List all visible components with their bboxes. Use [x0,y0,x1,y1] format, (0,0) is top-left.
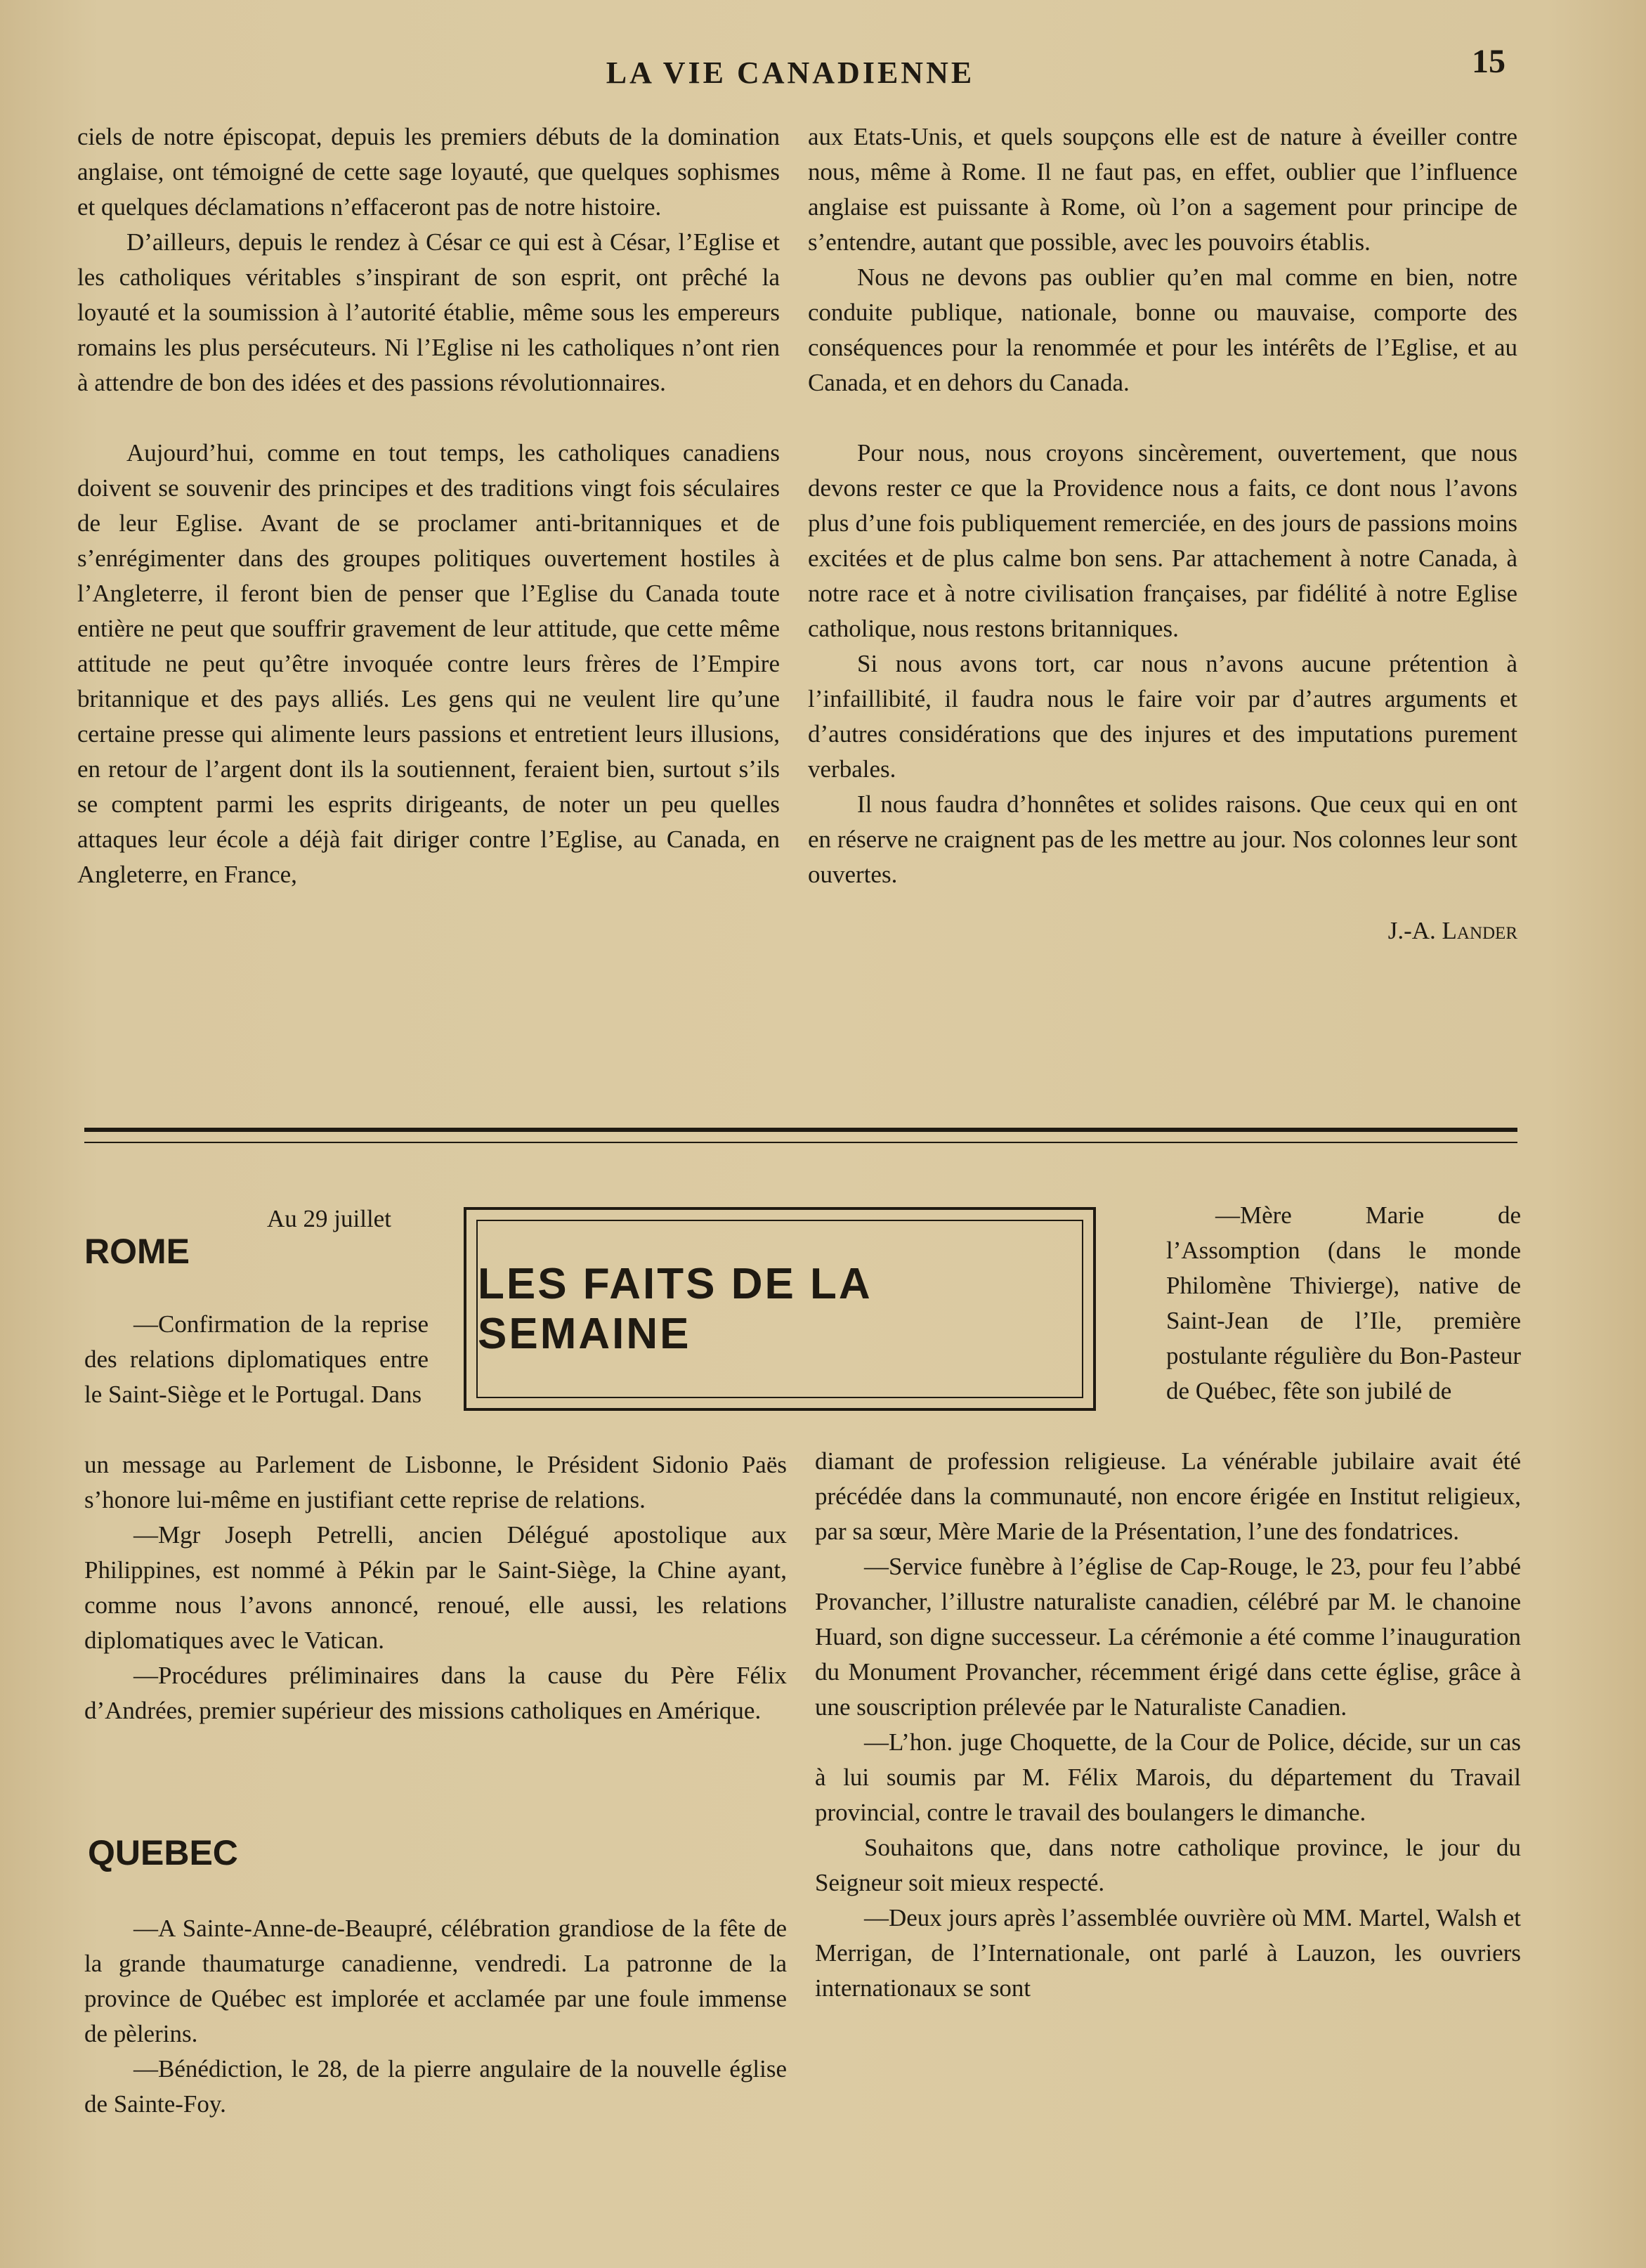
section-divider-thin [84,1142,1517,1143]
quebec-news [84,1911,787,2122]
paragraph: —Confirmation de la reprise des relations diplomatiques entre le Saint-Siège et le Portugal. Dans [84,1310,429,1408]
paragraph: —Bénédiction, le 28, de la pierre angulaire de la nouvelle église de Sainte-Foy. [84,2055,787,2118]
paragraph: —A Sainte-Anne-de-Beaupré, célébration grandiose de la fête de la grande thaumaturge canadienne, vendredi. La patronne de la province de Québec est implorée et acclamée par une foule immense de pèlerins. [84,1915,787,2047]
author-signature: J.-A. Lander [1387,917,1517,944]
masthead: LA VIE CANADIENNE [606,56,975,90]
paragraph: —Procédures préliminaires dans la cause du Père Félix d’Andrées, premier supérieur des missions catholiques en Amérique. [84,1662,787,1724]
paragraph: diamant de profession religieuse. La vénérable jubilaire avait été précédée dans la communauté, non encore érigée en Institut religieux, par sa sœur, Mère Marie de la Présentation, l’une des fondatrices. [815,1447,1521,1545]
paragraph: aux Etats-Unis, et quels soupçons elle est de nature à éveiller contre nous, même à Rome. Il ne faut pas, en effet, oublier que l’influence anglaise est puissante à Rome, où l’on a sagement pour principe de s’entendre, autant que possible, avec les pouvoirs établis. [808,123,1517,256]
rome-narrow-text [84,1307,429,1412]
paragraph: D’ailleurs, depuis le rendez à César ce qui est à César, l’Eglise et les catholiques véritables s’inspirant de son esprit, ont prêché la loyauté et la soumission à l’autorité établie, même sous les empereurs romains les plus persécuteurs. Ni l’Eglise ni les catholiques n’ont rien à attendre de bon des idées et des passions révolutionnaires. [77,228,780,396]
paragraph: un message au Parlement de Lisbonne, le Président Sidonio Paës s’honore lui-même en justifiant cette reprise de relations. [84,1451,787,1513]
paragraph: Souhaitons que, dans notre catholique province, le jour du Seigneur soit mieux respecté. [815,1834,1521,1896]
article-column-left [77,119,780,892]
section-title-box [464,1207,1096,1411]
paragraph: Si nous avons tort, car nous n’avons aucune prétention à l’infaillibité, il faudra nous le faire voir par d’autres arguments et d’autres considérations que des injures et des imputations purement verbales. [808,650,1517,783]
paragraph: —Service funèbre à l’église de Cap-Rouge, le 23, pour feu l’abbé Provancher, l’illustre naturaliste canadien, célébré par M. le chanoine Huard, son digne successeur. La cérémonie a été comme l’inauguration du Monument Provancher, récemment érigé dans cette église, grâce à une souscription prélevée par le Naturaliste Canadien. [815,1553,1521,1721]
heading-rome: ROME [84,1232,190,1271]
dateline: Au 29 juillet [267,1205,391,1232]
paragraph: Aujourd’hui, comme en tout temps, les catholiques canadiens doivent se souvenir des principes et des traditions vingt fois séculaires de leur Eglise. Avant de se proclamer anti-britanniques et de s’enrégimenter dans des groupes politiques ouvertement hostiles à l’Angleterre, il feront bien de penser que l’Eglise du Canada toute entière ne peut que souffrir gravement de leur attitude, que cette même attitude ne peut qu’être invoquée contre leurs frères de l’Empire britannique et des pays alliés. Les gens qui ne veulent lire qu’une certaine presse qui alimente leurs passions et entretient leurs illusions, en retour de l’argent dont ils la soutiennent, feraient bien, surtout s’ils se comptent parmi les esprits dirigeants, de noter un peu quelles attaques leur école a déjà fait diriger contre l’Eglise, au Canada, en Angleterre, en France, [77,439,780,888]
paragraph: ciels de notre épiscopat, depuis les premiers débuts de la domination anglaise, ont témoigné de cette sage loyauté, que quelques sophismes et quelques déclamations n’effaceront pas de notre histoire. [77,123,780,221]
paragraph: —Mère Marie de l’Assomption (dans le monde Philomène Thivierge), native de Saint-Jean de l’Ile, première postulante régulière du Bon-Pasteur de Québec, fête son jubilé de [1166,1201,1521,1405]
section-divider [84,1128,1517,1132]
section-title: LES FAITS DE LA SEMAINE [476,1220,1083,1398]
paragraph: Il nous faudra d’honnêtes et solides raisons. Que ceux qui en ont en réserve ne craignent pas de les mettre au jour. Nos colonnes leur sont ouvertes. [808,790,1517,888]
paragraph: —Mgr Joseph Petrelli, ancien Délégué apostolique aux Philippines, est nommé à Pékin par le Saint-Siège, la Chine ayant, comme nous l’avons annoncé, renoué, elle aussi, les relations diplomatiques avec le Vatican. [84,1521,787,1654]
rome-news [84,1447,787,1728]
right-news [815,1444,1521,2006]
article-column-right [808,119,1517,949]
page-number: 15 [1472,43,1505,80]
right-narrow-text [1166,1198,1521,1409]
paragraph: Pour nous, nous croyons sincèrement, ouvertement, que nous devons rester ce que la Providence nous a faits, ce dont nous l’avons plus d’une fois publiquement remerciée, en des jours de passions moins excitées et de plus calme bon sens. Par attachement à notre Canada, à notre race et à notre civilisation françaises, par fidélité à notre Eglise catholique, nous restons britanniques. [808,439,1517,642]
heading-quebec: QUEBEC [88,1833,238,1872]
paragraph: Nous ne devons pas oublier qu’en mal comme en bien, notre conduite publique, nationale, bonne ou mauvaise, comporte des conséquences pour la renommée et pour les intérêts de l’Eglise, et au Canada, et en dehors du Canada. [808,263,1517,396]
paragraph: —L’hon. juge Choquette, de la Cour de Police, décide, sur un cas à lui soumis par M. Félix Marois, du département du Travail provincial, contre le travail des boulangers le dimanche. [815,1728,1521,1826]
paragraph: —Deux jours après l’assemblée ouvrière où MM. Martel, Walsh et Merrigan, de l’Internationale, ont parlé à Lauzon, les ouvriers internationaux se sont [815,1904,1521,2002]
